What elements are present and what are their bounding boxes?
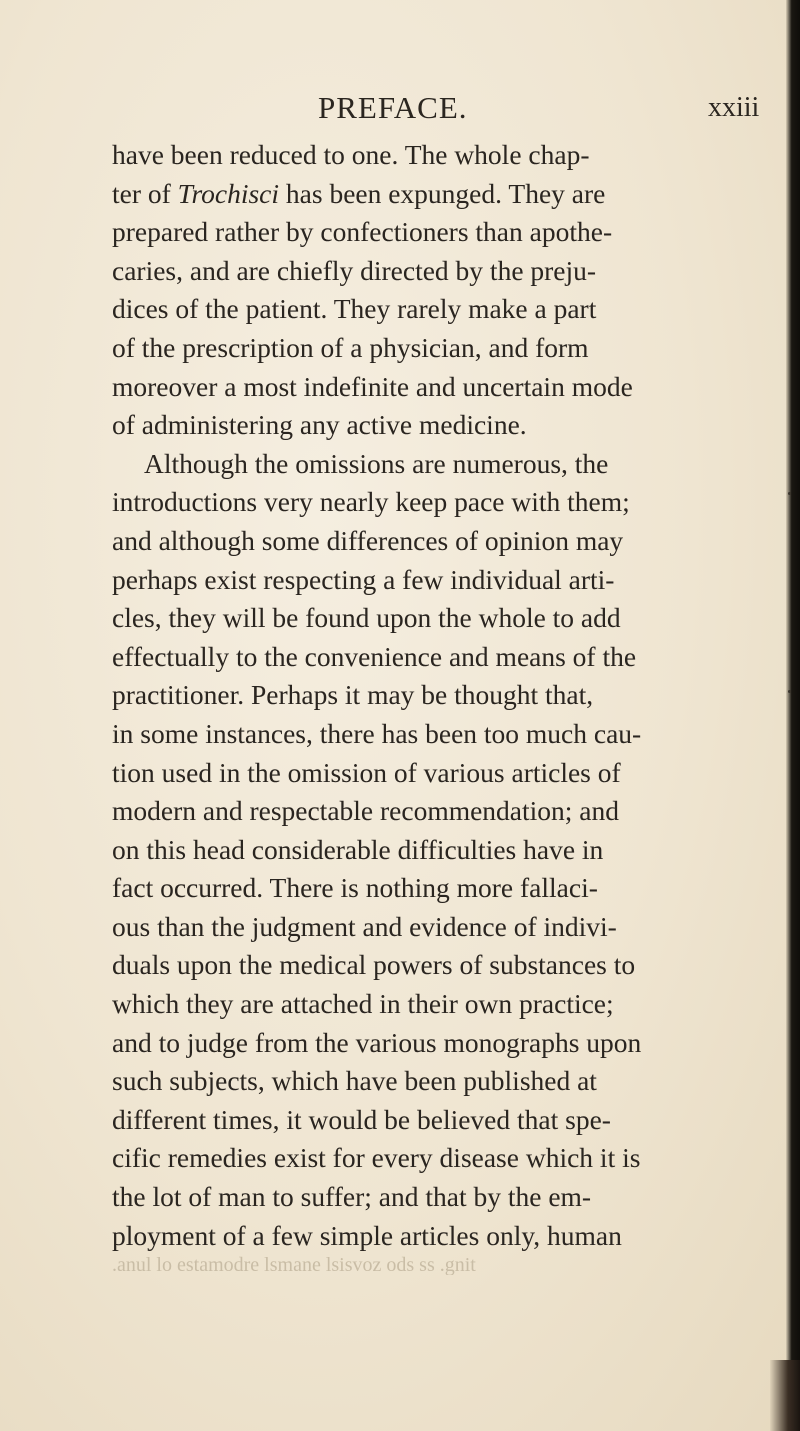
body-text [112, 136, 712, 1275]
text-line: introductions very nearly keep pace with them; [112, 486, 630, 518]
text-line: dices of the patient. They rarely make a part [112, 293, 597, 325]
text-line: effectually to the convenience and means of the [112, 640, 637, 672]
text-line: different times, it would be believed that spe- [112, 1103, 611, 1135]
text-line: moreover a most indefinite and uncertain mode [112, 370, 633, 402]
text-segment: has been expunged. They are [279, 177, 606, 209]
text-line: on this head considerable difficulties have in [112, 833, 604, 865]
text-line: cific remedies exist for every disease which it is [112, 1142, 641, 1174]
margin-speck [788, 492, 791, 495]
text-line: of administering any active medicine. [112, 409, 527, 441]
bleed-through-text: .anul lo estamodre lsmane lsisvoz ods ss .gnit [112, 1255, 476, 1276]
margin-speck [788, 690, 791, 693]
text-line: fact occurred. There is nothing more fallaci- [112, 872, 598, 904]
text-line: have been reduced to one. The whole chap- [112, 139, 590, 170]
italic-term: Trochisci [177, 177, 280, 209]
text-line: such subjects, which have been published at [112, 1065, 597, 1097]
spine-binding-mark [770, 1360, 800, 1431]
text-line: perhaps exist respecting a few individual arti- [112, 563, 615, 595]
book-spine-shadow [786, 0, 800, 1431]
text-line: the lot of man to suffer; and that by the em- [112, 1181, 592, 1213]
text-line: and to judge from the various monographs upon [112, 1026, 642, 1058]
text-line: and although some differences of opinion may [112, 524, 624, 556]
text-line: modern and respectable recommendation; and [112, 795, 620, 827]
text-line: practitioner. Perhaps it may be thought that, [112, 679, 594, 711]
text-line: cles, they will be found upon the whole to add [112, 602, 621, 634]
text-line: caries, and are chiefly directed by the preju- [112, 254, 597, 286]
text-line: ployment of a few simple articles only, human [112, 1219, 622, 1251]
text-line: ous than the judgment and evidence of indivi- [112, 910, 617, 942]
text-segment: ter of [112, 177, 178, 209]
text-line: which they are attached in their own practice; [112, 988, 614, 1020]
text-line: prepared rather by confectioners than apothe- [112, 216, 613, 248]
running-head [0, 90, 800, 126]
text-line: in some instances, there has been too much cau- [112, 717, 642, 749]
text-line: Although the omissions are numerous, the [144, 447, 609, 479]
text-line: of the prescription of a physician, and form [112, 331, 589, 363]
running-title: PREFACE. [318, 90, 468, 125]
page-number: xxiii [708, 92, 760, 123]
text-line: duals upon the medical powers of substances to [112, 949, 636, 981]
text-line [112, 175, 712, 214]
text-line: tion used in the omission of various articles of [112, 756, 621, 788]
